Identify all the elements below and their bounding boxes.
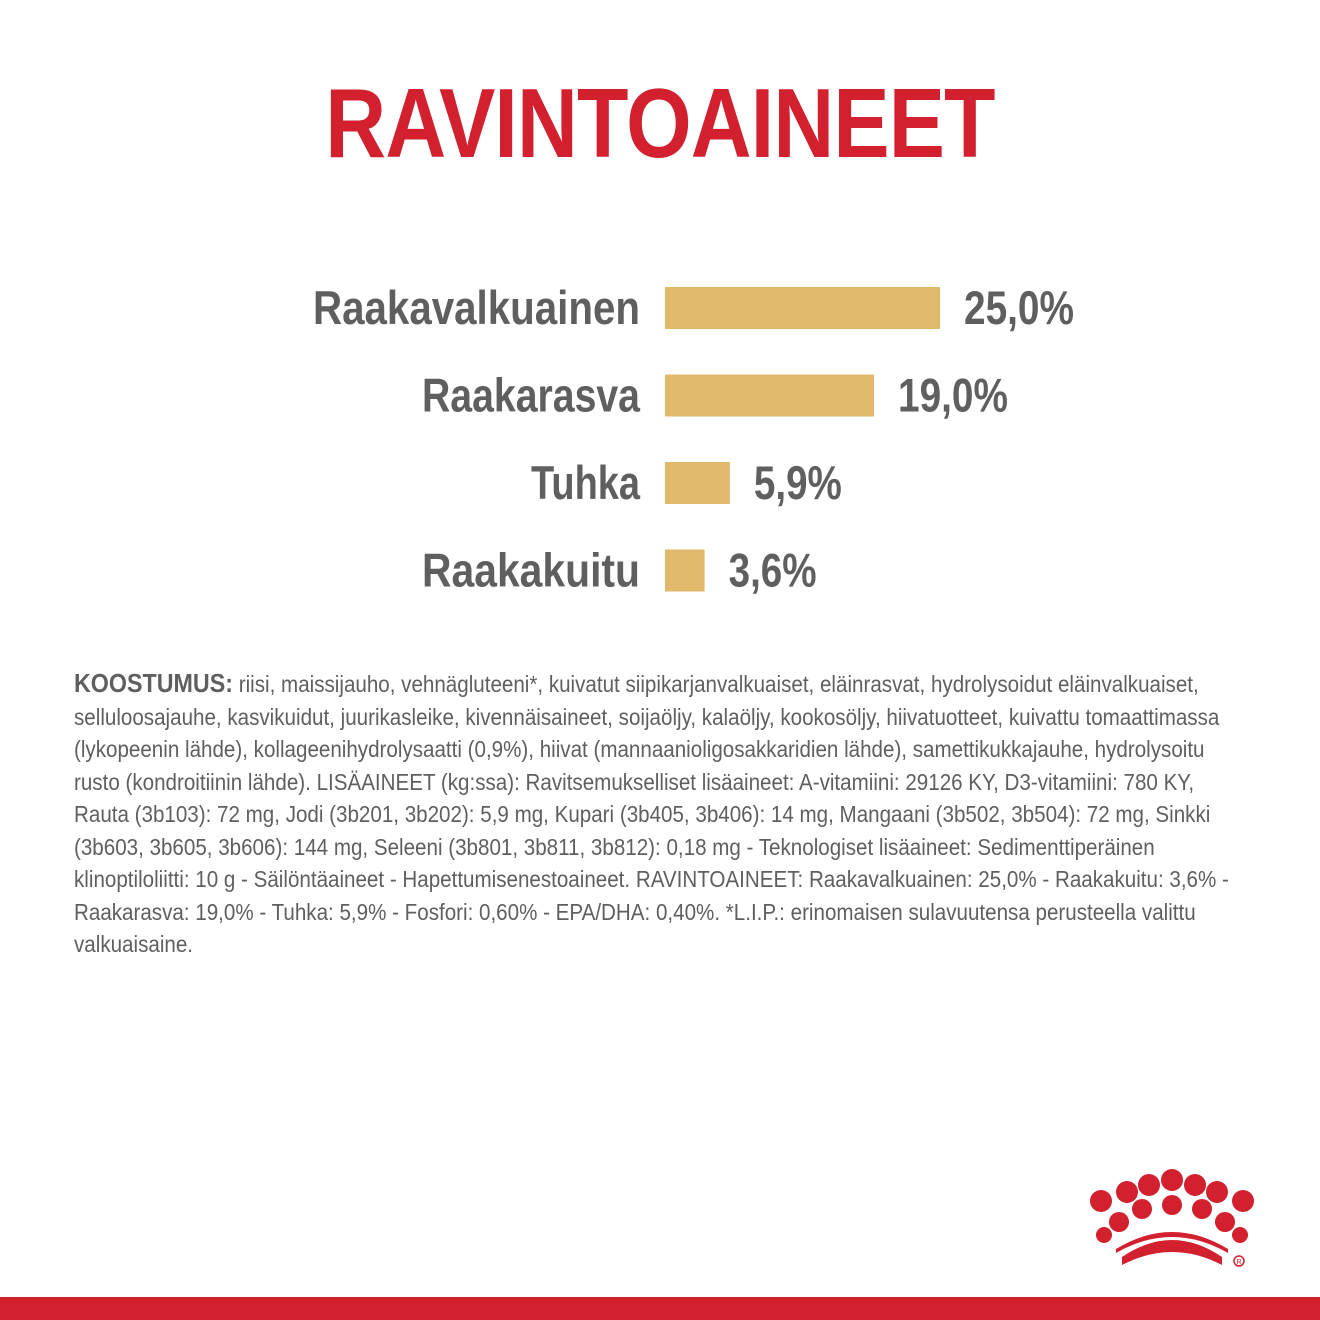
bottom-brand-band — [0, 1297, 1320, 1320]
composition-label: KOOSTUMUS: — [74, 668, 234, 698]
crown-logo-icon — [1082, 1165, 1262, 1275]
bar-raakavalkuainen — [665, 287, 940, 329]
bar-tuhka — [665, 462, 730, 504]
category-label: Raakakuitu — [422, 543, 640, 597]
value-label: 5,9% — [753, 456, 842, 509]
bar-raakarasva — [665, 375, 874, 417]
category-label: Raakavalkuainen — [313, 281, 640, 334]
page-title: RAVINTOAINEET — [325, 68, 995, 178]
nutrient-bar-chart — [0, 260, 1320, 620]
composition-body: riisi, maissijauho, vehnägluteeni*, kuivatut siipikarjanvalkuaiset, eläinrasvat, hydrolysoidut eläinvalkuaiset, selluloosajauhe, kasvikuidut, juurikasleike, kivennäisaineet, soijaöljy, kalaöljy, kookosöljy, hiivatuotteet, kuivattu tomaattimassa (lykopeenin lähde), kollageenihydrolysaatti (0,9%), hiivat (mannaanioligosakkaridien lähde), samettikukkajauhe, hydrolysoitu rusto (kondroitiinin lähde). LISÄAINEET (kg:ssa): Ravitsemukselliset lisäaineet: A-vitamiini: 29126 KY, D3-vitamiini: 780 KY, Rauta (3b103): 72 mg, Jodi (3b201, 3b202): 5,9 mg, Kupari (3b405, 3b406): 14 mg, Mangaani (3b502, 3b504): 72 mg, Sinkki (3b603, 3b605, 3b606): 144 mg, Seleeni (3b801, 3b811, 3b812): 0,18 mg - Teknologiset lisäaineet: Sedimenttiperäinen klinoptiloliitti: 10 g - Säilöntäaineet - Hapettumisenestoaineet. RAVINTOAINEET: Raakavalkuainen: 25,0% - Raakakuitu: 3,6% - Raakarasva: 19,0% - Tuhka: 5,9% - Fosfori: 0,60% - EPA/DHA: 0,40%. *L.I.P.: erinomaisen sulavuutensa perusteella valittu valkuaisaine. — [74, 671, 1229, 957]
svg-text:R: R — [1236, 1259, 1242, 1266]
value-label: 3,6% — [728, 543, 817, 597]
category-label: Tuhka — [531, 456, 641, 509]
category-label: Raakarasva — [422, 368, 641, 422]
value-label: 25,0% — [964, 281, 1074, 334]
value-label: 19,0% — [898, 368, 1008, 422]
bar-raakakuitu — [665, 550, 705, 592]
composition-text — [74, 667, 1254, 961]
